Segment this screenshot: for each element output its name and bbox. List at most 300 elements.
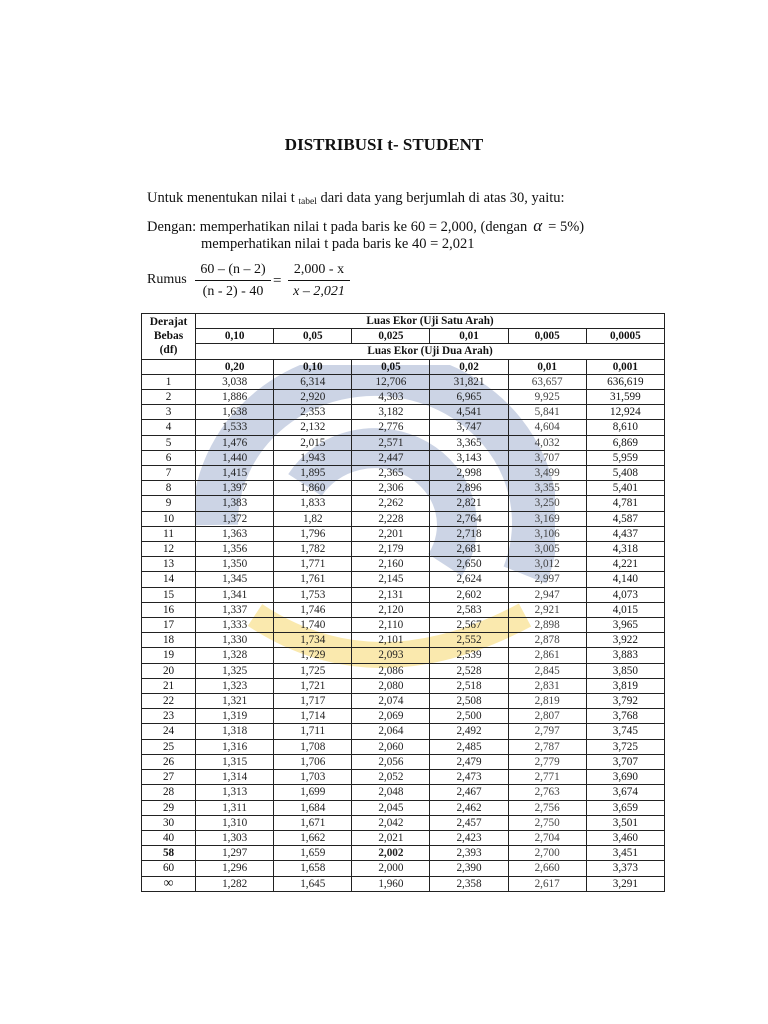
two-tail-cell: 0,01 (508, 359, 586, 374)
value-cell: 1,356 (196, 542, 274, 557)
value-cell: 3,291 (586, 876, 664, 891)
value-cell: 5,408 (586, 466, 664, 481)
value-cell: 1,753 (274, 587, 352, 602)
table-row (142, 770, 665, 785)
value-cell: 2,060 (352, 739, 430, 754)
value-cell: 1,321 (196, 694, 274, 709)
value-cell: 2,660 (508, 861, 586, 876)
value-cell: 2,947 (508, 587, 586, 602)
value-cell: 1,82 (274, 511, 352, 526)
table-row (142, 861, 665, 876)
table-row (142, 830, 665, 845)
value-cell: 2,120 (352, 602, 430, 617)
value-cell: 2,462 (430, 800, 508, 815)
value-cell: 2,201 (352, 526, 430, 541)
value-cell: 2,764 (430, 511, 508, 526)
value-cell: 3,012 (508, 557, 586, 572)
value-cell: 1,330 (196, 633, 274, 648)
table-row (142, 678, 665, 693)
value-cell: 2,358 (430, 876, 508, 891)
df-cell: 9 (142, 496, 196, 511)
value-cell: 5,401 (586, 481, 664, 496)
two-tail-cell: 0,02 (430, 359, 508, 374)
value-cell: 3,747 (430, 420, 508, 435)
value-cell: 2,045 (352, 800, 430, 815)
table-row (142, 542, 665, 557)
value-cell: 3,725 (586, 739, 664, 754)
fraction-right-numerator: 2,000 - x (288, 262, 350, 281)
df-cell: 18 (142, 633, 196, 648)
value-cell: 4,541 (430, 405, 508, 420)
value-cell: 1,296 (196, 861, 274, 876)
fraction-right-denominator: x – 2,021 (293, 284, 345, 299)
df-cell: 26 (142, 754, 196, 769)
value-cell: 1,771 (274, 557, 352, 572)
note-prefix: Dengan: memperhatikan nilai t pada baris ke 60 = 2,000, (dengan (147, 219, 528, 235)
value-cell: 1,328 (196, 648, 274, 663)
value-cell: 1,699 (274, 785, 352, 800)
value-cell: 1,383 (196, 496, 274, 511)
value-cell: 3,451 (586, 846, 664, 861)
value-cell: 1,659 (274, 846, 352, 861)
value-cell: 2,704 (508, 830, 586, 845)
df-cell: 22 (142, 694, 196, 709)
value-cell: 3,355 (508, 481, 586, 496)
value-cell: 2,920 (274, 390, 352, 405)
value-cell: 2,393 (430, 846, 508, 861)
value-cell: 1,960 (352, 876, 430, 891)
value-cell: 3,250 (508, 496, 586, 511)
df-cell: 15 (142, 587, 196, 602)
value-cell: 1,761 (274, 572, 352, 587)
value-cell: 1,345 (196, 572, 274, 587)
one-tail-cell: 0,05 (274, 329, 352, 344)
df-cell: 21 (142, 678, 196, 693)
table-row (142, 420, 665, 435)
value-cell: 4,032 (508, 435, 586, 450)
value-cell: 3,106 (508, 526, 586, 541)
value-cell: 636,619 (586, 374, 664, 389)
df-cell: 19 (142, 648, 196, 663)
one-tail-cell: 0,005 (508, 329, 586, 344)
value-cell: 2,069 (352, 709, 430, 724)
fraction-right (288, 262, 350, 300)
one-tail-title: Luas Ekor (Uji Satu Arah) (196, 314, 665, 329)
formula-label: Rumus (147, 272, 187, 287)
df-cell: 40 (142, 830, 196, 845)
value-cell: 2,681 (430, 542, 508, 557)
value-cell: 1,319 (196, 709, 274, 724)
fraction-left-denominator: (n - 2) - 40 (202, 284, 264, 299)
value-cell: 8,610 (586, 420, 664, 435)
value-cell: 2,048 (352, 785, 430, 800)
value-cell: 1,658 (274, 861, 352, 876)
value-cell: 1,662 (274, 830, 352, 845)
df-cell: 24 (142, 724, 196, 739)
value-cell: 3,690 (586, 770, 664, 785)
value-cell: 2,571 (352, 435, 430, 450)
value-cell: 2,650 (430, 557, 508, 572)
value-cell: 3,365 (430, 435, 508, 450)
table-row (142, 481, 665, 496)
fraction-left (195, 262, 271, 300)
one-tail-cell: 0,01 (430, 329, 508, 344)
value-cell: 2,763 (508, 785, 586, 800)
value-cell: 31,821 (430, 374, 508, 389)
two-tail-cell: 0,05 (352, 359, 430, 374)
value-cell: 2,602 (430, 587, 508, 602)
value-cell: 2,771 (508, 770, 586, 785)
value-cell: 2,583 (430, 602, 508, 617)
one-tail-cell: 0,025 (352, 329, 430, 344)
value-cell: 2,160 (352, 557, 430, 572)
value-cell: 1,316 (196, 739, 274, 754)
value-cell: 2,131 (352, 587, 430, 602)
value-cell: 2,365 (352, 466, 430, 481)
table-row (142, 694, 665, 709)
value-cell: 3,965 (586, 618, 664, 633)
value-cell: 1,397 (196, 481, 274, 496)
table-row (142, 876, 665, 891)
value-cell: 2,500 (430, 709, 508, 724)
value-cell: 2,518 (430, 678, 508, 693)
value-cell: 1,303 (196, 830, 274, 845)
two-tail-title: Luas Ekor (Uji Dua Arah) (196, 344, 665, 359)
df-cell: ∞ (142, 876, 196, 891)
table-row (142, 405, 665, 420)
df-cell: 20 (142, 663, 196, 678)
value-cell: 2,074 (352, 694, 430, 709)
one-tail-cell: 0,0005 (586, 329, 664, 344)
value-cell: 3,745 (586, 724, 664, 739)
note-line-1 (147, 216, 584, 236)
df-cell: 13 (142, 557, 196, 572)
df-cell: 17 (142, 618, 196, 633)
value-cell: 3,707 (586, 754, 664, 769)
value-cell: 1,476 (196, 435, 274, 450)
value-cell: 1,671 (274, 815, 352, 830)
formula-equals: = (273, 273, 282, 289)
alpha-symbol: α (533, 216, 543, 235)
value-cell: 2,845 (508, 663, 586, 678)
table-row (142, 466, 665, 481)
table-row (142, 724, 665, 739)
two-tail-cell: 0,20 (196, 359, 274, 374)
value-cell: 3,005 (508, 542, 586, 557)
value-cell: 1,638 (196, 405, 274, 420)
two-tail-cell: 0,10 (274, 359, 352, 374)
table-row (142, 754, 665, 769)
intro-prefix: Untuk menentukan nilai t (147, 190, 295, 206)
value-cell: 4,318 (586, 542, 664, 557)
value-cell: 2,132 (274, 420, 352, 435)
table-row (142, 572, 665, 587)
value-cell: 3,659 (586, 800, 664, 815)
value-cell: 1,684 (274, 800, 352, 815)
value-cell: 2,756 (508, 800, 586, 815)
value-cell: 1,297 (196, 846, 274, 861)
table-body (142, 374, 665, 891)
value-cell: 2,390 (430, 861, 508, 876)
value-cell: 4,303 (352, 390, 430, 405)
value-cell: 2,776 (352, 420, 430, 435)
value-cell: 3,143 (430, 450, 508, 465)
value-cell: 3,707 (508, 450, 586, 465)
df-cell: 7 (142, 466, 196, 481)
value-cell: 3,819 (586, 678, 664, 693)
value-cell: 2,479 (430, 754, 508, 769)
df-cell: 30 (142, 815, 196, 830)
value-cell: 2,878 (508, 633, 586, 648)
value-cell: 2,002 (352, 846, 430, 861)
table-row (142, 800, 665, 815)
value-cell: 12,924 (586, 405, 664, 420)
page-title: DISTRIBUSI t- STUDENT (284, 135, 484, 154)
value-cell: 4,437 (586, 526, 664, 541)
df-cell: 60 (142, 861, 196, 876)
value-cell: 2,110 (352, 618, 430, 633)
value-cell: 4,604 (508, 420, 586, 435)
value-cell: 2,086 (352, 663, 430, 678)
table-row (142, 633, 665, 648)
table-row (142, 526, 665, 541)
value-cell: 2,718 (430, 526, 508, 541)
value-cell: 4,140 (586, 572, 664, 587)
value-cell: 1,703 (274, 770, 352, 785)
value-cell: 2,539 (430, 648, 508, 663)
value-cell: 1,895 (274, 466, 352, 481)
df-cell: 4 (142, 420, 196, 435)
value-cell: 2,787 (508, 739, 586, 754)
df-cell: 12 (142, 542, 196, 557)
value-cell: 6,965 (430, 390, 508, 405)
value-cell: 2,528 (430, 663, 508, 678)
value-cell: 1,833 (274, 496, 352, 511)
table-row (142, 496, 665, 511)
value-cell: 2,262 (352, 496, 430, 511)
df-cell: 16 (142, 602, 196, 617)
value-cell: 2,228 (352, 511, 430, 526)
value-cell: 3,038 (196, 374, 274, 389)
value-cell: 2,042 (352, 815, 430, 830)
value-cell: 2,447 (352, 450, 430, 465)
value-cell: 1,325 (196, 663, 274, 678)
value-cell: 2,306 (352, 481, 430, 496)
value-cell: 3,922 (586, 633, 664, 648)
value-cell: 1,734 (274, 633, 352, 648)
value-cell: 2,750 (508, 815, 586, 830)
value-cell: 1,314 (196, 770, 274, 785)
table-row (142, 709, 665, 724)
value-cell: 3,460 (586, 830, 664, 845)
value-cell: 6,869 (586, 435, 664, 450)
table-row (142, 785, 665, 800)
value-cell: 1,533 (196, 420, 274, 435)
value-cell: 2,898 (508, 618, 586, 633)
df-cell: 28 (142, 785, 196, 800)
value-cell: 2,821 (430, 496, 508, 511)
df-cell: 58 (142, 846, 196, 861)
value-cell: 2,797 (508, 724, 586, 739)
value-cell: 1,725 (274, 663, 352, 678)
value-cell: 2,819 (508, 694, 586, 709)
table-row (142, 374, 665, 389)
df-cell: 5 (142, 435, 196, 450)
value-cell: 3,501 (586, 815, 664, 830)
value-cell: 2,831 (508, 678, 586, 693)
value-cell: 1,372 (196, 511, 274, 526)
value-cell: 1,796 (274, 526, 352, 541)
value-cell: 1,645 (274, 876, 352, 891)
table-row (142, 602, 665, 617)
value-cell: 63,657 (508, 374, 586, 389)
value-cell: 3,850 (586, 663, 664, 678)
df-cell: 2 (142, 390, 196, 405)
value-cell: 2,508 (430, 694, 508, 709)
value-cell: 1,311 (196, 800, 274, 815)
value-cell: 1,313 (196, 785, 274, 800)
value-cell: 3,792 (586, 694, 664, 709)
value-cell: 1,341 (196, 587, 274, 602)
value-cell: 3,373 (586, 861, 664, 876)
value-cell: 3,182 (352, 405, 430, 420)
value-cell: 2,567 (430, 618, 508, 633)
value-cell: 1,333 (196, 618, 274, 633)
value-cell: 2,467 (430, 785, 508, 800)
intro-subscript: tabel (298, 197, 317, 207)
value-cell: 2,997 (508, 572, 586, 587)
value-cell: 2,617 (508, 876, 586, 891)
value-cell: 2,457 (430, 815, 508, 830)
table-row (142, 663, 665, 678)
table-row (142, 450, 665, 465)
df-cell: 14 (142, 572, 196, 587)
value-cell: 5,841 (508, 405, 586, 420)
value-cell: 1,337 (196, 602, 274, 617)
value-cell: 12,706 (352, 374, 430, 389)
value-cell: 2,145 (352, 572, 430, 587)
value-cell: 2,015 (274, 435, 352, 450)
value-cell: 2,700 (508, 846, 586, 861)
value-cell: 3,169 (508, 511, 586, 526)
value-cell: 1,310 (196, 815, 274, 830)
value-cell: 1,860 (274, 481, 352, 496)
value-cell: 2,896 (430, 481, 508, 496)
value-cell: 2,861 (508, 648, 586, 663)
value-cell: 2,093 (352, 648, 430, 663)
value-cell: 2,624 (430, 572, 508, 587)
table-row (142, 815, 665, 830)
value-cell: 1,711 (274, 724, 352, 739)
two-tail-row (142, 359, 665, 374)
value-cell: 2,998 (430, 466, 508, 481)
value-cell: 1,721 (274, 678, 352, 693)
value-cell: 1,746 (274, 602, 352, 617)
value-cell: 3,883 (586, 648, 664, 663)
value-cell: 2,552 (430, 633, 508, 648)
value-cell: 2,485 (430, 739, 508, 754)
table-row (142, 739, 665, 754)
value-cell: 2,179 (352, 542, 430, 557)
value-cell: 2,056 (352, 754, 430, 769)
value-cell: 2,052 (352, 770, 430, 785)
value-cell: 2,101 (352, 633, 430, 648)
one-tail-cell: 0,10 (196, 329, 274, 344)
value-cell: 2,492 (430, 724, 508, 739)
table-row (142, 846, 665, 861)
table-row (142, 587, 665, 602)
value-cell: 1,708 (274, 739, 352, 754)
df-cell: 25 (142, 739, 196, 754)
note-suffix: = 5%) (548, 219, 585, 235)
value-cell: 1,782 (274, 542, 352, 557)
value-cell: 2,064 (352, 724, 430, 739)
table-row (142, 390, 665, 405)
note-line-2: memperhatikan nilai t pada baris ke 40 = 2,021 (201, 236, 475, 252)
table-row (142, 648, 665, 663)
table-row (142, 511, 665, 526)
value-cell: 2,021 (352, 830, 430, 845)
value-cell: 1,323 (196, 678, 274, 693)
value-cell: 1,282 (196, 876, 274, 891)
table-row (142, 435, 665, 450)
df-blank-cell (142, 359, 196, 374)
value-cell: 2,423 (430, 830, 508, 845)
value-cell: 2,473 (430, 770, 508, 785)
df-cell: 10 (142, 511, 196, 526)
t-distribution-table (141, 313, 665, 892)
table-row (142, 557, 665, 572)
value-cell: 1,350 (196, 557, 274, 572)
df-cell: 23 (142, 709, 196, 724)
fraction-left-numerator: 60 – (n – 2) (195, 262, 271, 281)
value-cell: 9,925 (508, 390, 586, 405)
value-cell: 5,959 (586, 450, 664, 465)
value-cell: 4,781 (586, 496, 664, 511)
value-cell: 2,353 (274, 405, 352, 420)
value-cell: 1,886 (196, 390, 274, 405)
value-cell: 3,674 (586, 785, 664, 800)
df-header: Derajat Bebas (df) (142, 314, 196, 360)
value-cell: 1,714 (274, 709, 352, 724)
value-cell: 1,943 (274, 450, 352, 465)
value-cell: 4,587 (586, 511, 664, 526)
intro-text (147, 190, 565, 207)
value-cell: 3,768 (586, 709, 664, 724)
value-cell: 31,599 (586, 390, 664, 405)
value-cell: 1,415 (196, 466, 274, 481)
value-cell: 2,080 (352, 678, 430, 693)
df-cell: 27 (142, 770, 196, 785)
value-cell: 2,807 (508, 709, 586, 724)
df-cell: 6 (142, 450, 196, 465)
value-cell: 1,740 (274, 618, 352, 633)
value-cell: 1,706 (274, 754, 352, 769)
table-row (142, 618, 665, 633)
value-cell: 2,921 (508, 602, 586, 617)
df-cell: 29 (142, 800, 196, 815)
value-cell: 6,314 (274, 374, 352, 389)
value-cell: 1,318 (196, 724, 274, 739)
value-cell: 2,000 (352, 861, 430, 876)
value-cell: 4,073 (586, 587, 664, 602)
value-cell: 1,315 (196, 754, 274, 769)
value-cell: 4,015 (586, 602, 664, 617)
one-tail-row (142, 329, 665, 344)
df-cell: 11 (142, 526, 196, 541)
value-cell: 2,779 (508, 754, 586, 769)
value-cell: 1,729 (274, 648, 352, 663)
